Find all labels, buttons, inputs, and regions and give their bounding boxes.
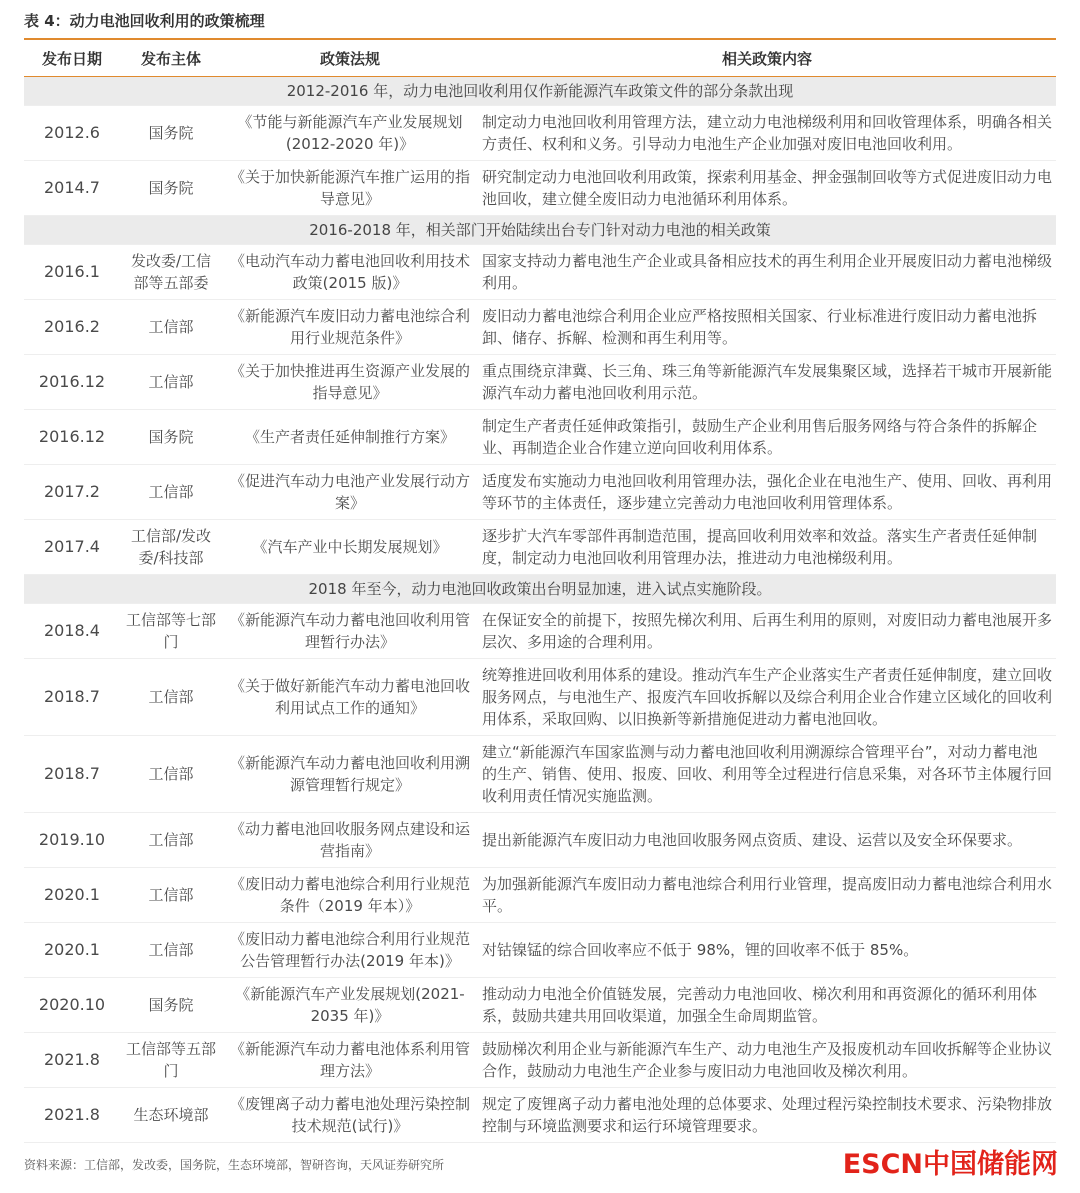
table-row — [24, 868, 1056, 923]
cell-date: 2021.8 — [24, 1088, 120, 1143]
cell-issuer: 工信部/发改委/科技部 — [120, 520, 222, 575]
cell-content: 提出新能源汽车废旧动力电池回收服务网点资质、建设、运营以及安全环保要求。 — [478, 813, 1056, 868]
table-row — [24, 300, 1056, 355]
cell-date: 2019.10 — [24, 813, 120, 868]
cell-content: 制定生产者责任延伸政策指引，鼓励生产企业利用售后服务网络与符合条件的拆解企业、再制造企业合作建立逆向回收利用体系。 — [478, 410, 1056, 465]
cell-policy: 《促进汽车动力电池产业发展行动方案》 — [222, 465, 478, 520]
cell-policy: 《节能与新能源汽车产业发展规划(2012-2020 年)》 — [222, 106, 478, 161]
cell-content: 为加强新能源汽车废旧动力蓄电池综合利用行业管理，提高废旧动力蓄电池综合利用水平。 — [478, 868, 1056, 923]
cell-issuer: 工信部 — [120, 300, 222, 355]
source-note: 资料来源：工信部，发改委，国务院，生态环境部，智研咨询，天风证券研究所 — [24, 1158, 445, 1172]
cell-policy: 《新能源汽车动力蓄电池体系利用管理方法》 — [222, 1033, 478, 1088]
section-label: 2012-2016 年，动力电池回收利用仅作新能源汽车政策文件的部分条款出现 — [24, 77, 1056, 106]
cell-policy: 《关于加快推进再生资源产业发展的指导意见》 — [222, 355, 478, 410]
header-date: 发布日期 — [24, 40, 120, 77]
table-row — [24, 106, 1056, 161]
table-row — [24, 813, 1056, 868]
cell-date: 2014.7 — [24, 161, 120, 216]
cell-issuer: 工信部 — [120, 868, 222, 923]
table-row — [24, 355, 1056, 410]
cell-issuer: 工信部等七部门 — [120, 604, 222, 659]
table-caption: 表 4：动力电池回收利用的政策梳理 — [24, 12, 265, 30]
cell-content: 统筹推进回收利用体系的建设。推动汽车生产企业落实生产者责任延伸制度，建立回收服务网点，与电池生产、报废汽车回收拆解以及综合利用企业合作建立区域化的回收利用体系，采取回购、以旧换新等新措施促进动力蓄电池回收。 — [478, 659, 1056, 736]
cell-date: 2018.4 — [24, 604, 120, 659]
cell-issuer: 工信部 — [120, 465, 222, 520]
cell-policy: 《新能源汽车废旧动力蓄电池综合利用行业规范条件》 — [222, 300, 478, 355]
header-policy: 政策法规 — [222, 40, 478, 77]
cell-issuer: 生态环境部 — [120, 1088, 222, 1143]
section-label: 2018 年至今，动力电池回收政策出台明显加速，进入试点实施阶段。 — [24, 575, 1056, 604]
cell-content: 废旧动力蓄电池综合利用企业应严格按照相关国家、行业标准进行废旧动力蓄电池拆卸、储存、拆解、检测和再生利用等。 — [478, 300, 1056, 355]
section-row — [24, 575, 1056, 604]
table-row — [24, 659, 1056, 736]
cell-content: 研究制定动力电池回收利用政策，探索利用基金、押金强制回收等方式促进废旧动力电池回收，建立健全废旧动力电池循环利用体系。 — [478, 161, 1056, 216]
section-row — [24, 77, 1056, 106]
cell-policy: 《电动汽车动力蓄电池回收利用技术政策(2015 版)》 — [222, 245, 478, 300]
policy-table-container — [24, 38, 1056, 1143]
cell-issuer: 国务院 — [120, 410, 222, 465]
cell-date: 2016.1 — [24, 245, 120, 300]
cell-content: 规定了废锂离子动力蓄电池处理的总体要求、处理过程污染控制技术要求、污染物排放控制与环境监测要求和运行环境管理要求。 — [478, 1088, 1056, 1143]
cell-issuer: 工信部 — [120, 355, 222, 410]
cell-date: 2017.4 — [24, 520, 120, 575]
cell-date: 2020.1 — [24, 868, 120, 923]
cell-content: 制定动力电池回收利用管理方法，建立动力电池梯级利用和回收管理体系，明确各相关方责任、权利和义务。引导动力电池生产企业加强对废旧电池回收利用。 — [478, 106, 1056, 161]
cell-policy: 《汽车产业中长期发展规划》 — [222, 520, 478, 575]
cell-content: 建立“新能源汽车国家监测与动力蓄电池回收利用溯源综合管理平台”，对动力蓄电池的生产、销售、使用、报废、回收、利用等全过程进行信息采集，对各环节主体履行回收利用责任情况实施监测。 — [478, 736, 1056, 813]
cell-issuer: 发改委/工信部等五部委 — [120, 245, 222, 300]
cell-policy: 《废旧动力蓄电池综合利用行业规范条件（2019 年本）》 — [222, 868, 478, 923]
cell-date: 2018.7 — [24, 736, 120, 813]
cell-date: 2016.2 — [24, 300, 120, 355]
cell-issuer: 工信部 — [120, 813, 222, 868]
table-row — [24, 923, 1056, 978]
cell-policy: 《新能源汽车动力蓄电池回收利用管理暂行办法》 — [222, 604, 478, 659]
cell-content: 鼓励梯次利用企业与新能源汽车生产、动力电池生产及报废机动车回收拆解等企业协议合作，鼓励动力电池生产企业参与废旧动力电池回收及梯次利用。 — [478, 1033, 1056, 1088]
table-row — [24, 465, 1056, 520]
section-row — [24, 216, 1056, 245]
cell-content: 对钴镍锰的综合回收率应不低于 98%，锂的回收率不低于 85%。 — [478, 923, 1056, 978]
header-content: 相关政策内容 — [478, 40, 1056, 77]
cell-issuer: 国务院 — [120, 978, 222, 1033]
cell-date: 2021.8 — [24, 1033, 120, 1088]
cell-issuer: 工信部 — [120, 736, 222, 813]
cell-policy: 《废旧动力蓄电池综合利用行业规范公告管理暂行办法(2019 年本)》 — [222, 923, 478, 978]
header-issuer: 发布主体 — [120, 40, 222, 77]
cell-policy: 《关于做好新能汽车动力蓄电池回收利用试点工作的通知》 — [222, 659, 478, 736]
cell-policy: 《生产者责任延伸制推行方案》 — [222, 410, 478, 465]
table-body — [24, 77, 1056, 1143]
cell-content: 适度发布实施动力电池回收利用管理办法，强化企业在电池生产、使用、回收、再利用等环节的主体责任，逐步建立完善动力电池回收利用管理体系。 — [478, 465, 1056, 520]
cell-date: 2012.6 — [24, 106, 120, 161]
cell-date: 2018.7 — [24, 659, 120, 736]
cell-policy: 《新能源汽车产业发展规划(2021-2035 年)》 — [222, 978, 478, 1033]
cell-date: 2017.2 — [24, 465, 120, 520]
cell-content: 重点围绕京津冀、长三角、珠三角等新能源汽车发展集聚区域，选择若干城市开展新能源汽车动力蓄电池回收利用示范。 — [478, 355, 1056, 410]
table-row — [24, 520, 1056, 575]
cell-policy: 《关于加快新能源汽车推广运用的指导意见》 — [222, 161, 478, 216]
cell-issuer: 工信部 — [120, 923, 222, 978]
escn-logo: ESCN中国储能网 — [842, 1149, 1058, 1180]
cell-policy: 《新能源汽车动力蓄电池回收利用溯源管理暂行规定》 — [222, 736, 478, 813]
table-row — [24, 978, 1056, 1033]
table-row — [24, 161, 1056, 216]
policy-table — [24, 40, 1056, 1143]
cell-date: 2016.12 — [24, 355, 120, 410]
cell-issuer: 工信部 — [120, 659, 222, 736]
table-row — [24, 410, 1056, 465]
cell-content: 逐步扩大汽车零部件再制造范围，提高回收利用效率和效益。落实生产者责任延伸制度，制定动力电池回收利用管理办法，推进动力电池梯级利用。 — [478, 520, 1056, 575]
section-label: 2016-2018 年，相关部门开始陆续出台专门针对动力电池的相关政策 — [24, 216, 1056, 245]
table-row — [24, 1033, 1056, 1088]
cell-date: 2016.12 — [24, 410, 120, 465]
cell-content: 推动动力电池全价值链发展，完善动力电池回收、梯次利用和再资源化的循环利用体系，鼓励共建共用回收渠道，加强全生命周期监管。 — [478, 978, 1056, 1033]
table-row — [24, 736, 1056, 813]
table-header-row — [24, 40, 1056, 77]
cell-content: 在保证安全的前提下，按照先梯次利用、后再生利用的原则，对废旧动力蓄电池展开多层次、多用途的合理利用。 — [478, 604, 1056, 659]
cell-policy: 《动力蓄电池回收服务网点建设和运营指南》 — [222, 813, 478, 868]
table-row — [24, 1088, 1056, 1143]
cell-policy: 《废锂离子动力蓄电池处理污染控制技术规范(试行)》 — [222, 1088, 478, 1143]
table-row — [24, 245, 1056, 300]
cell-content: 国家支持动力蓄电池生产企业或具备相应技术的再生利用企业开展废旧动力蓄电池梯级利用。 — [478, 245, 1056, 300]
cell-issuer: 工信部等五部门 — [120, 1033, 222, 1088]
cell-issuer: 国务院 — [120, 106, 222, 161]
cell-issuer: 国务院 — [120, 161, 222, 216]
cell-date: 2020.1 — [24, 923, 120, 978]
cell-date: 2020.10 — [24, 978, 120, 1033]
table-row — [24, 604, 1056, 659]
